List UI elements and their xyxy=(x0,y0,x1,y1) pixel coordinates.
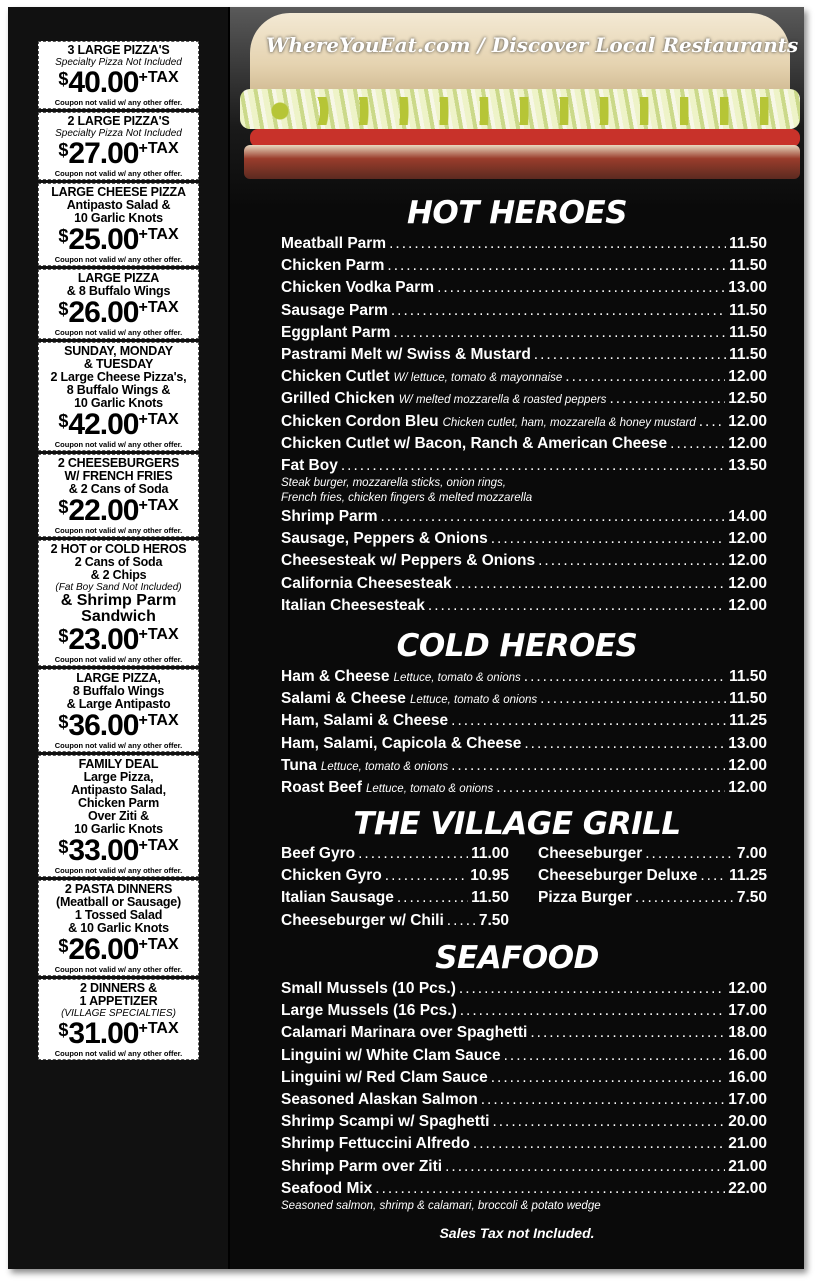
coupon-title: FAMILY DEAL Large Pizza, Antipasto Salad, Chicken Parm Over Ziti & 10 Garlic Knots xyxy=(71,757,166,836)
menu-item[interactable] xyxy=(281,302,767,324)
menu-item-price: 12.00 xyxy=(728,596,767,614)
coupon-note: Coupon not valid w/ any other offer. xyxy=(54,655,183,664)
menu-item[interactable] xyxy=(281,1158,767,1180)
menu-item[interactable] xyxy=(281,1024,767,1046)
dot-leader xyxy=(473,1135,725,1153)
coupon-price xyxy=(40,625,197,655)
dot-leader xyxy=(391,302,726,320)
menu-item-name: Grilled Chicken xyxy=(281,390,395,408)
grill-item-name: Cheeseburger xyxy=(538,845,643,862)
dot-leader xyxy=(380,508,725,526)
menu-item-name: Large Mussels (16 Pcs.) xyxy=(281,1002,457,1020)
menu-item[interactable] xyxy=(281,1113,767,1135)
dot-leader xyxy=(397,889,468,907)
dot-leader xyxy=(455,575,726,593)
coupon-note: Coupon not valid w/ any other offer. xyxy=(54,98,183,107)
menu-item-name: Cheesesteak w/ Peppers & Onions xyxy=(281,552,536,570)
dot-leader xyxy=(700,867,726,885)
coupon-price xyxy=(40,1019,197,1049)
coupon-dollar-sign: $ xyxy=(58,411,69,431)
menu-item-name: Shrimp Parm over Ziti xyxy=(281,1157,443,1175)
coupon-subtitle: Specialty Pizza Not Included xyxy=(55,57,182,68)
coupon-price xyxy=(40,139,197,169)
menu-item[interactable] xyxy=(281,712,767,734)
menu-item-price: 17.00 xyxy=(728,1090,767,1108)
coupon-price xyxy=(40,496,197,526)
coupon-price-value: 22.00 xyxy=(68,494,139,527)
coupon-price-value: 33.00 xyxy=(68,834,139,867)
menu-item[interactable] xyxy=(281,980,767,1002)
coupon-price-value: 27.00 xyxy=(68,137,139,170)
menu-item[interactable] xyxy=(281,257,767,279)
coupon-subtitle: Specialty Pizza Not Included xyxy=(55,128,182,139)
dot-leader xyxy=(538,552,725,570)
dot-leader xyxy=(524,668,726,686)
dot-leader xyxy=(437,279,725,297)
menu-item-name: Tuna xyxy=(281,756,317,774)
coupon-dollar-sign: $ xyxy=(58,626,69,646)
menu-item-name: Small Mussels (10 Pcs.) xyxy=(281,980,456,997)
menu-item-price: 13.50 xyxy=(728,456,767,474)
coupon-tax-label: +TAX xyxy=(138,1020,179,1037)
coupon-price-value: 31.00 xyxy=(68,1017,139,1050)
coupon-list xyxy=(38,41,199,1063)
grill-item-price: 11.00 xyxy=(471,845,509,862)
coupon-tax-label: +TAX xyxy=(138,936,179,953)
menu-item[interactable] xyxy=(281,508,767,530)
menu-item[interactable] xyxy=(281,757,767,779)
menu-item-name: Ham & Cheese xyxy=(281,668,390,685)
menu-item-price: 22.00 xyxy=(728,1179,767,1197)
coupon-dollar-sign: $ xyxy=(58,226,69,246)
coupon-note: Coupon not valid w/ any other offer. xyxy=(54,965,183,974)
dot-leader xyxy=(540,690,726,708)
menu-item-price: 12.00 xyxy=(728,530,767,548)
sales-tax-note: Sales Tax not Included. xyxy=(439,1225,595,1241)
grill-item-price: 7.50 xyxy=(736,889,767,907)
grill-item[interactable] xyxy=(538,867,767,889)
coupon[interactable] xyxy=(38,269,199,339)
grill-item-name: Beef Gyro xyxy=(281,845,356,862)
dot-leader xyxy=(389,235,726,253)
coupon-price-value: 42.00 xyxy=(68,408,139,441)
coupon[interactable] xyxy=(38,342,199,451)
menu-item[interactable] xyxy=(281,575,767,597)
menu-item[interactable] xyxy=(281,1047,767,1069)
coupon-title: 2 LARGE PIZZA'S xyxy=(67,114,170,128)
menu-item-price: 12.00 xyxy=(728,552,767,570)
menu-page xyxy=(8,7,804,1269)
menu-item-price: 11.50 xyxy=(729,668,767,685)
coupon-note: Coupon not valid w/ any other offer. xyxy=(54,255,183,264)
menu-item-name: Chicken Cutlet xyxy=(281,368,390,386)
village-grill-title: THE VILLAGE GRILL xyxy=(353,806,681,842)
hot-heroes-title: HOT HEROES xyxy=(406,195,628,231)
coupon-price xyxy=(40,225,197,255)
coupon-title: 2 DINNERS & 1 APPETIZER xyxy=(79,981,158,1008)
coupon-tax-label: +TAX xyxy=(138,299,179,316)
menu-item-name: Linguini w/ Red Clam Sauce xyxy=(281,1068,488,1086)
grill-left-column xyxy=(281,845,509,934)
dot-leader xyxy=(428,597,725,615)
menu-item-price: 11.50 xyxy=(729,690,767,708)
coupon-dollar-sign: $ xyxy=(58,837,69,857)
grill-item[interactable] xyxy=(538,889,767,911)
coupon-note: Coupon not valid w/ any other offer. xyxy=(54,169,183,178)
menu-item[interactable] xyxy=(281,597,767,619)
coupon-note: Coupon not valid w/ any other offer. xyxy=(54,741,183,750)
coupon-price xyxy=(40,298,197,328)
dot-leader xyxy=(496,779,725,797)
menu-item-price: 11.50 xyxy=(729,301,767,319)
coupon[interactable] xyxy=(38,669,199,752)
coupon-price-value: 26.00 xyxy=(68,296,139,329)
menu-item-name: Pastrami Melt w/ Swiss & Mustard xyxy=(281,345,531,363)
menu-item-price: 11.50 xyxy=(729,235,767,252)
menu-item-description: Lettuce, tomato & onions xyxy=(320,760,449,773)
menu-item-name: Ham, Salami & Cheese xyxy=(281,712,449,730)
menu-item-name: Ham, Salami, Capicola & Cheese xyxy=(281,734,522,752)
grill-item-name: Italian Sausage xyxy=(281,889,394,907)
grill-item-name: Pizza Burger xyxy=(538,889,632,907)
menu-item-name: Fat Boy xyxy=(281,456,338,474)
menu-item-name: Linguini w/ White Clam Sauce xyxy=(281,1046,501,1064)
coupon-price-value: 36.00 xyxy=(68,709,139,742)
coupon-dollar-sign: $ xyxy=(58,497,69,517)
menu-item-price: 18.00 xyxy=(728,1024,767,1042)
menu-item-name: Calamari Marinara over Spaghetti xyxy=(281,1024,528,1042)
menu-item-price: 14.00 xyxy=(728,508,767,526)
coupon-price xyxy=(40,410,197,440)
coupon-price-value: 25.00 xyxy=(68,223,139,256)
grill-item[interactable] xyxy=(281,867,509,889)
menu-item-price: 12.00 xyxy=(728,412,767,430)
coupon-dollar-sign: $ xyxy=(58,299,69,319)
menu-item[interactable] xyxy=(281,346,767,368)
coupon-tax-label: +TAX xyxy=(138,411,179,428)
menu-item-name: Chicken Parm xyxy=(281,257,385,275)
coupon-title: 2 HOT or COLD HEROS 2 Cans of Soda & 2 Chips xyxy=(50,542,187,582)
menu-item[interactable] xyxy=(281,668,767,690)
coupon-title: LARGE PIZZA, 8 Buffalo Wings & Large Antipasto xyxy=(66,671,171,711)
brand-watermark[interactable]: WhereYouEat.com / Discover Local Restaurants xyxy=(266,33,799,57)
grill-item-price: 7.50 xyxy=(478,911,509,929)
coupon[interactable] xyxy=(38,112,199,180)
coupon-title: 2 PASTA DINNERS (Meatball or Sausage) 1 Tossed Salad & 10 Garlic Knots xyxy=(56,882,181,935)
menu-item-subdescription: Steak burger, mozzarella sticks, onion rings, French fries, chicken fingers & melted mozzarella xyxy=(281,477,533,505)
dot-leader xyxy=(491,1069,726,1087)
cold-heroes-title: COLD HEROES xyxy=(396,628,638,664)
dot-leader xyxy=(387,257,726,275)
dot-leader xyxy=(645,845,734,863)
menu-item-description: W/ lettuce, tomato & mayonnaise xyxy=(393,372,563,385)
menu-item-price: 11.25 xyxy=(729,712,767,730)
menu-item-name: Seafood Mix xyxy=(281,1179,373,1197)
grill-item[interactable] xyxy=(538,845,767,867)
coupon-price xyxy=(40,836,197,866)
dot-leader xyxy=(451,757,725,775)
coupon[interactable] xyxy=(38,880,199,976)
coupon-note: Coupon not valid w/ any other offer. xyxy=(54,866,183,875)
coupon[interactable] xyxy=(38,979,199,1060)
menu-item-name: Shrimp Parm xyxy=(281,508,378,526)
menu-item[interactable] xyxy=(281,235,767,257)
menu-item[interactable] xyxy=(281,1002,767,1024)
coupon-title: SUNDAY, MONDAY & TUESDAY 2 Large Cheese Pizza's, 8 Buffalo Wings & 10 Garlic Knots xyxy=(50,344,187,410)
menu-item-name: Chicken Cordon Bleu xyxy=(281,412,439,430)
menu-item-price: 12.00 xyxy=(728,434,767,452)
coupon-note: Coupon not valid w/ any other offer. xyxy=(54,440,183,449)
menu-item[interactable] xyxy=(281,1091,767,1113)
grill-item[interactable] xyxy=(281,912,509,934)
menu-item-description: Chicken cutlet, ham, mozzarella & honey mustard xyxy=(442,416,696,429)
menu-item-description: W/ melted mozzarella & roasted peppers xyxy=(398,394,607,407)
menu-item-name: Seasoned Alaskan Salmon xyxy=(281,1090,478,1108)
menu-item-price: 11.50 xyxy=(729,257,767,275)
dot-leader xyxy=(491,530,725,548)
menu-item[interactable] xyxy=(281,390,767,412)
coupon-price xyxy=(40,711,197,741)
coupon-title: 2 CHEESEBURGERS W/ FRENCH FRIES & 2 Cans of Soda xyxy=(57,456,180,496)
coupon-strip xyxy=(8,7,228,1269)
menu-item-price: 12.00 xyxy=(728,980,767,997)
grill-item-name: Chicken Gyro xyxy=(281,867,382,885)
dot-leader xyxy=(385,867,467,885)
coupon-note: Coupon not valid w/ any other offer. xyxy=(54,1049,183,1058)
menu-item-price: 13.00 xyxy=(728,279,767,297)
coupon-price xyxy=(40,68,197,98)
menu-item-price: 11.50 xyxy=(729,323,767,341)
menu-item-price: 21.00 xyxy=(728,1157,767,1175)
menu-item-price: 20.00 xyxy=(728,1113,767,1131)
grill-item-price: 7.00 xyxy=(736,845,767,862)
menu-item[interactable] xyxy=(281,690,767,712)
coupon-note: Coupon not valid w/ any other offer. xyxy=(54,328,183,337)
coupon-tax-label: +TAX xyxy=(138,837,179,854)
menu-item-price: 12.00 xyxy=(728,778,767,796)
menu-item-price: 13.00 xyxy=(728,734,767,752)
coupon-price-value: 26.00 xyxy=(68,933,139,966)
dot-leader xyxy=(375,1180,725,1198)
menu-item-description: Lettuce, tomato & onions xyxy=(393,672,521,684)
menu-panel xyxy=(230,7,804,1269)
menu-item-name: Roast Beef xyxy=(281,778,362,796)
menu-item-price: 17.00 xyxy=(728,1002,767,1020)
coupon-price-value: 40.00 xyxy=(68,66,139,99)
coupon-tax-label: +TAX xyxy=(138,226,179,243)
dot-leader xyxy=(445,1158,725,1176)
coupon-note: Coupon not valid w/ any other offer. xyxy=(54,526,183,535)
dot-leader xyxy=(341,457,725,475)
menu-item-name: Salami & Cheese xyxy=(281,690,406,708)
dot-leader xyxy=(534,346,726,364)
coupon-price-value: 23.00 xyxy=(68,623,139,656)
coupon-dollar-sign: $ xyxy=(58,712,69,732)
coupon-extra: & Shrimp Parm Sandwich xyxy=(60,592,177,625)
menu-item[interactable] xyxy=(281,435,767,457)
coupon-dollar-sign: $ xyxy=(58,140,69,160)
dot-leader xyxy=(492,1113,725,1131)
dot-leader xyxy=(504,1047,726,1065)
grill-item[interactable] xyxy=(281,845,509,867)
coupon-subtitle: (Fat Boy Sand Not Included) xyxy=(55,582,182,593)
dot-leader xyxy=(699,413,725,431)
menu-item-price: 12.00 xyxy=(728,574,767,592)
coupon-tax-label: +TAX xyxy=(138,69,179,86)
menu-item[interactable] xyxy=(281,368,767,390)
dot-leader xyxy=(451,712,726,730)
dot-leader xyxy=(635,889,734,907)
coupon-price xyxy=(40,935,197,965)
coupon[interactable] xyxy=(38,540,199,666)
coupon-dollar-sign: $ xyxy=(58,1020,69,1040)
menu-item-subdescription: Seasoned salmon, shrimp & calamari, broccoli & potato wedge xyxy=(281,1199,601,1212)
grill-item-price: 11.50 xyxy=(471,889,509,907)
menu-item-name: Meatball Parm xyxy=(281,235,387,252)
coupon-title: 3 LARGE PIZZA'S xyxy=(67,43,170,57)
coupon-title: LARGE PIZZA & 8 Buffalo Wings xyxy=(66,271,171,298)
dot-leader xyxy=(565,368,725,386)
coupon-tax-label: +TAX xyxy=(138,140,179,157)
menu-item-price: 16.00 xyxy=(728,1068,767,1086)
menu-item-name: Sausage, Peppers & Onions xyxy=(281,530,488,548)
menu-item-name: Shrimp Scampi w/ Spaghetti xyxy=(281,1113,490,1131)
grill-item-name: Cheeseburger w/ Chili xyxy=(281,911,444,929)
seafood-title: SEAFOOD xyxy=(435,940,599,976)
menu-item-price: 12.00 xyxy=(728,368,767,386)
grill-item-price: 11.25 xyxy=(729,867,767,885)
coupon-tax-label: +TAX xyxy=(138,712,179,729)
seafood-list xyxy=(281,980,767,1216)
grill-item-price: 10.95 xyxy=(470,867,509,885)
dot-leader xyxy=(524,735,725,753)
dot-leader xyxy=(460,1002,725,1020)
dot-leader xyxy=(670,435,725,453)
menu-item[interactable] xyxy=(281,1135,767,1157)
menu-item-description: Lettuce, tomato & onions xyxy=(365,782,494,795)
menu-item-name: Chicken Vodka Parm xyxy=(281,279,435,297)
dot-leader xyxy=(530,1024,725,1042)
dot-leader xyxy=(447,912,476,930)
menu-item[interactable] xyxy=(281,779,767,801)
coupon-subtitle: (VILLAGE SPECIALTIES) xyxy=(61,1008,176,1019)
menu-item-name: Chicken Cutlet w/ Bacon, Ranch & American Cheese xyxy=(281,434,668,452)
menu-item[interactable] xyxy=(281,324,767,346)
menu-item[interactable] xyxy=(281,413,767,435)
menu-item-name: California Cheesesteak xyxy=(281,574,452,592)
sandwich-photo xyxy=(230,7,804,207)
coupon-dollar-sign: $ xyxy=(58,69,69,89)
meat-graphic xyxy=(244,145,800,179)
menu-item-price: 12.50 xyxy=(728,390,767,408)
dot-leader xyxy=(459,980,725,998)
dot-leader xyxy=(481,1091,726,1109)
coupon-tax-label: +TAX xyxy=(138,497,179,514)
cold-heroes-list xyxy=(281,668,767,801)
menu-item[interactable] xyxy=(281,552,767,574)
coupon-dollar-sign: $ xyxy=(58,936,69,956)
menu-item-price: 16.00 xyxy=(728,1046,767,1064)
menu-item-price: 11.50 xyxy=(729,345,767,363)
coupon-title: LARGE CHEESE PIZZA Antipasto Salad & 10 Garlic Knots xyxy=(51,185,186,225)
menu-item-name: Sausage Parm xyxy=(281,301,388,319)
coupon[interactable] xyxy=(38,41,199,109)
menu-item-name: Italian Cheesesteak xyxy=(281,596,425,614)
menu-item[interactable] xyxy=(281,1069,767,1091)
menu-item-description: Lettuce, tomato & onions xyxy=(409,694,538,707)
dot-leader xyxy=(393,324,726,342)
grill-item[interactable] xyxy=(281,889,509,911)
pepper-graphic xyxy=(260,97,780,125)
menu-item-price: 12.00 xyxy=(728,756,767,774)
menu-item-price: 21.00 xyxy=(728,1135,767,1153)
dot-leader xyxy=(358,845,468,863)
coupon[interactable] xyxy=(38,454,199,537)
menu-item[interactable] xyxy=(281,530,767,552)
coupon-tax-label: +TAX xyxy=(138,626,179,643)
grill-item-name: Cheeseburger Deluxe xyxy=(538,867,698,885)
coupon[interactable] xyxy=(38,755,199,877)
hot-heroes-list xyxy=(281,235,767,619)
dot-leader xyxy=(609,390,725,408)
menu-item-name: Eggplant Parm xyxy=(281,323,391,341)
menu-item[interactable] xyxy=(281,279,767,301)
menu-item-name: Shrimp Fettuccini Alfredo xyxy=(281,1135,470,1153)
grill-right-column xyxy=(538,845,767,912)
coupon[interactable] xyxy=(38,183,199,266)
menu-item[interactable] xyxy=(281,735,767,757)
